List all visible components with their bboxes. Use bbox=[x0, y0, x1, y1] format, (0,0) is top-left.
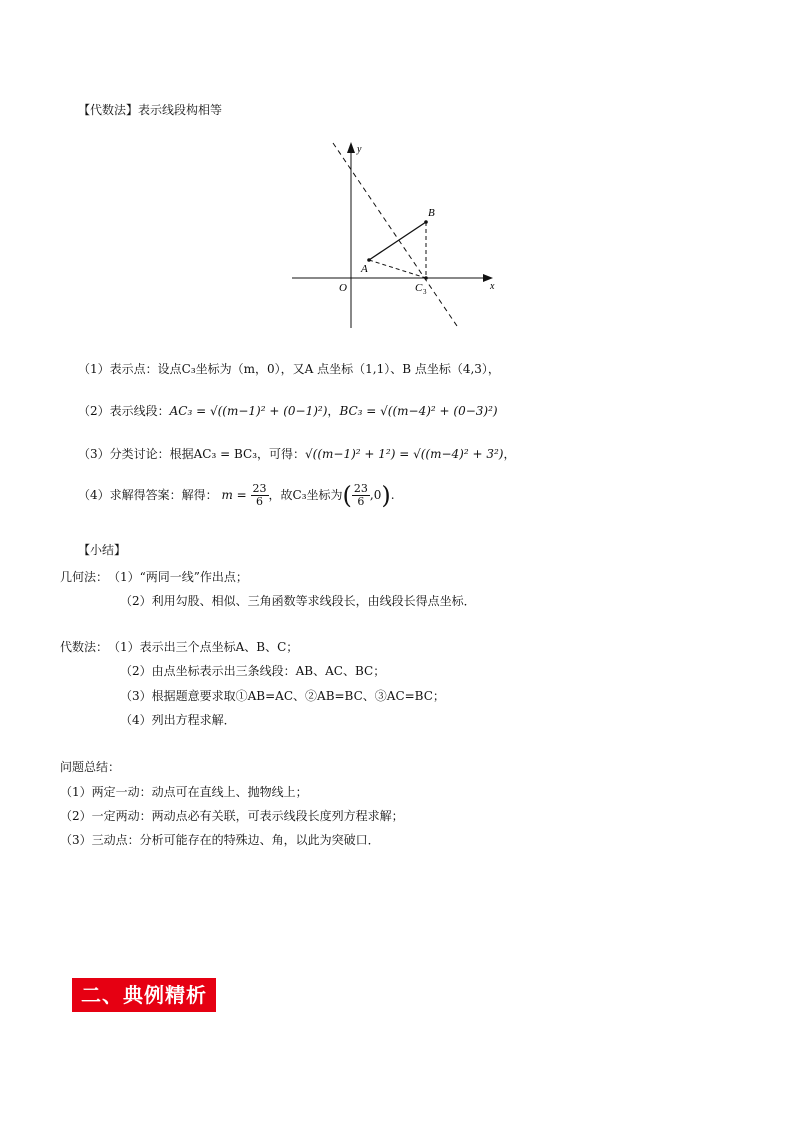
algebra-item-2: （2）由点坐标表示出三条线段：AB、AC、BC； bbox=[120, 664, 386, 678]
coord-denominator: 6 bbox=[357, 495, 365, 508]
step-2-ac-formula: AC₃ = √((m−1)² + (0−1)²) bbox=[169, 404, 328, 418]
step-1: （1）表示点：设点C₃坐标为（m，0），又A 点坐标（1,1）、B 点坐标（4,3）， bbox=[78, 362, 500, 376]
step-3 bbox=[78, 447, 515, 461]
section-title: 【代数法】表示线段构相等 bbox=[78, 103, 223, 117]
algebra-item-3: （3）根据题意要求取①AB=AC、②AB=BC、③AC=BC； bbox=[120, 689, 445, 703]
segment-ac3 bbox=[369, 260, 426, 278]
step-4-m: m = bbox=[221, 488, 247, 502]
coordinate-figure bbox=[285, 138, 505, 338]
geometry-label: 几何法： bbox=[60, 570, 109, 584]
right-paren: ) bbox=[381, 481, 391, 510]
step-2-prefix: （2）表示线段： bbox=[78, 404, 170, 418]
section-heading: 二、典例精析 bbox=[72, 978, 216, 1012]
step-4-fraction bbox=[251, 483, 269, 508]
origin-label: O bbox=[339, 282, 347, 294]
point-c-label: C bbox=[415, 282, 423, 294]
coord-numerator: 23 bbox=[353, 482, 368, 495]
geometry-item-1: （1）“两同一线”作出点； bbox=[108, 570, 248, 584]
y-axis-arrow bbox=[347, 142, 355, 153]
step-3-equation: √((m−1)² + 1²) = √((m−4)² + 3²) bbox=[305, 447, 504, 461]
problem-summary-2: （2）一定两动：两动点必有关联，可表示线段长度列方程求解； bbox=[60, 809, 404, 823]
step-4-zero: ,0 bbox=[369, 488, 382, 502]
fraction-numerator: 23 bbox=[252, 482, 267, 495]
step-4-end: . bbox=[390, 488, 395, 502]
step-3-prefix: （3）分类讨论：根据AC₃ = BC₃，可得： bbox=[78, 447, 306, 461]
step-4-prefix: （4）求解得答案：解得： bbox=[78, 488, 218, 502]
step-2 bbox=[78, 404, 498, 418]
bisector-line bbox=[333, 143, 457, 326]
step-2-separator: ， bbox=[327, 404, 340, 418]
left-paren: ( bbox=[342, 481, 352, 510]
algebra-item-4: （4）列出方程求解． bbox=[120, 713, 236, 727]
point-b-dot bbox=[424, 220, 428, 224]
algebra-label: 代数法： bbox=[60, 640, 109, 654]
segment-ab bbox=[369, 222, 426, 260]
problem-summary-title: 问题总结： bbox=[60, 760, 121, 774]
point-c-subscript: 3 bbox=[423, 288, 427, 296]
step-4-coord-fraction bbox=[352, 483, 370, 508]
point-b-label: B bbox=[428, 207, 435, 219]
point-a-label: A bbox=[361, 263, 368, 275]
geometry-item-2: （2）利用勾股、相似、三角函数等求线段长，由线段长得点坐标． bbox=[120, 594, 476, 608]
y-label: y bbox=[357, 144, 362, 155]
summary-title: 【小结】 bbox=[78, 543, 127, 557]
step-4 bbox=[78, 480, 395, 514]
algebra-item-1: （1）表示出三个点坐标A、B、C； bbox=[108, 640, 299, 654]
step-3-suffix: ， bbox=[503, 447, 516, 461]
fraction-denominator: 6 bbox=[256, 495, 264, 508]
x-label: x bbox=[490, 281, 495, 292]
step-2-bc-formula: BC₃ = √((m−4)² + (0−3)²) bbox=[339, 404, 498, 418]
problem-summary-1: （1）两定一动：动点可在直线上、抛物线上； bbox=[60, 785, 308, 799]
point-a-dot bbox=[367, 258, 371, 262]
point-c-dot bbox=[424, 276, 428, 280]
problem-summary-3: （3）三动点：分析可能存在的特殊边、角，以此为突破口． bbox=[60, 833, 380, 847]
step-4-mid: ，故C₃坐标为 bbox=[268, 488, 343, 502]
